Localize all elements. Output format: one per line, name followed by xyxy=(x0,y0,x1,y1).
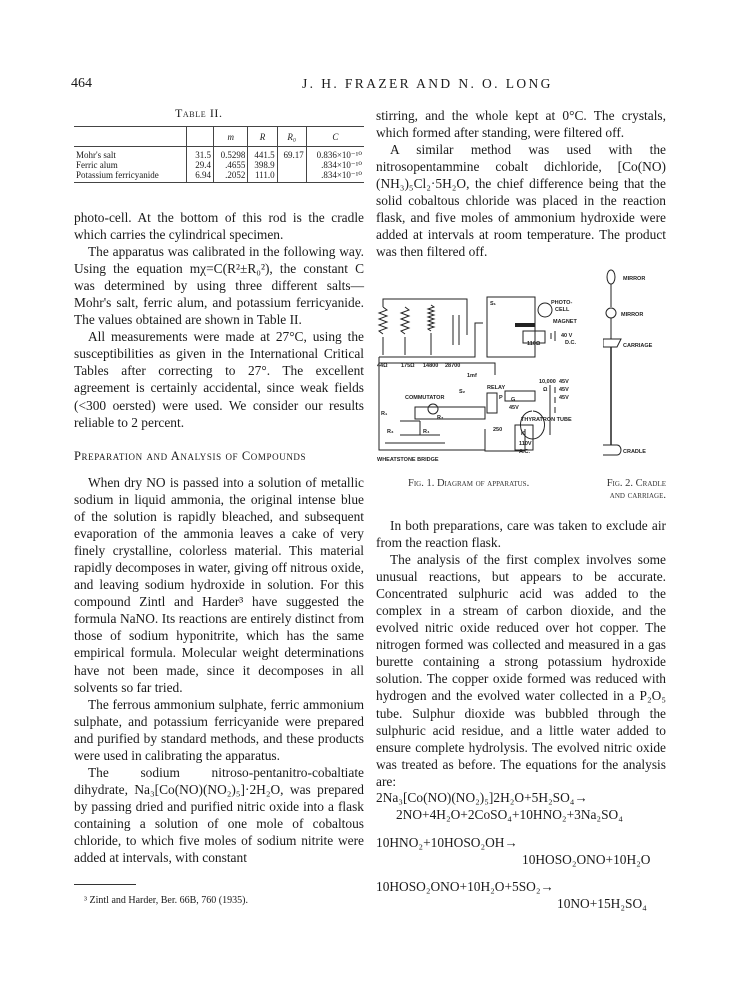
col-c: C xyxy=(306,127,364,147)
label-p: P xyxy=(499,395,503,401)
table-cell xyxy=(277,170,306,183)
table-caption: Table II. xyxy=(175,106,223,120)
label-s1: S₁ xyxy=(490,301,496,307)
table-cell: .4655 xyxy=(214,160,248,170)
mirror-middle xyxy=(606,308,616,318)
resistor-44 xyxy=(379,307,387,334)
figure-1-diagram xyxy=(375,295,603,465)
equation-1b: 2NO+4H₂O+2CoSO₄+10HNO₂+3Na₂SO₄ xyxy=(396,807,623,822)
table-cell: .834×10⁻¹⁰ xyxy=(306,170,364,183)
label-40v: 40 V xyxy=(561,333,573,339)
footnote: ³ Zintl and Harder, Ber. 66B, 760 (1935). xyxy=(84,895,248,906)
paragraph: The ferrous ammonium sulphate, ferric ammonium sulphate, and potassium ferricyanide were prepared and purified by standard methods, and these products were used in calibrating the apparatus. xyxy=(74,696,364,763)
table-cell xyxy=(277,160,306,170)
table-cell: .834×10⁻¹⁰ xyxy=(306,160,364,170)
paragraph: photo-cell. At the bottom of this rod is the cradle which carries the cylindrical specimen. xyxy=(74,210,364,243)
equation-3b: 10NO+15H₂SO₄ xyxy=(557,896,647,911)
footnote-rule xyxy=(74,884,136,885)
label-cradle: CRADLE xyxy=(623,449,646,455)
paragraph: All measurements were made at 27°C, using the susceptibilities as given in the International Critical Tables after correcting to 27°. The excellent agreement is certainly accidental, since weak fields (<300 oersted) were used. We consider our results reliable to 2 percent. xyxy=(74,329,364,430)
page-header xyxy=(71,76,671,96)
label-r28700: 28700 xyxy=(445,363,461,369)
left-column-top xyxy=(74,209,364,431)
table-cell: .2052 xyxy=(214,170,248,183)
mirror-top xyxy=(607,270,615,284)
table-cell: 111.0 xyxy=(248,170,277,183)
paragraph: The analysis of the first complex involves some unusual reactions, but appears to be accurate. Concentrated sulphuric acid was added to the complex in a stream of carbon dioxide, and the evolved nitric oxide reduced over hot copper. The nitrogen formed was collected and measured in a gas burette containing a strong potassium hydroxide solution. The copper oxide formed was reduced with hydrogen and the evolved water collected in a P₂O₅ tube. Sulphur dioxide was bubbled through the sulphuric acid residue, and a little water added to ensure complete hydrolysis. The evolved nitric oxide was treated as before. The equations for the analysis are: xyxy=(376,552,666,789)
col-r0: R₀ xyxy=(277,127,306,147)
table-cell: 0.836×10⁻¹⁰ xyxy=(306,147,364,161)
table-row xyxy=(74,147,364,161)
label-1mf: 1mf xyxy=(467,373,477,379)
figure-2-diagram xyxy=(603,265,665,465)
table-cell: 398.9 xyxy=(248,160,277,170)
table-cell: Mohr's salt xyxy=(76,150,116,160)
table-cell: 69.17 xyxy=(277,147,306,161)
col-m: m xyxy=(214,127,248,147)
fig1-caption: Fig. 1. Diagram of apparatus. xyxy=(408,478,530,489)
label-photocell: PHOTO- xyxy=(551,300,573,306)
table-2 xyxy=(74,126,364,183)
carriage xyxy=(603,339,621,347)
paragraph: stirring, and the whole kept at 0°C. The crystals, which formed after standing, were filtered off. xyxy=(376,108,666,141)
label-commutator: COMMUTATOR xyxy=(405,395,445,401)
label-r10000: 10,000 xyxy=(539,379,556,385)
label-45v-d: 45V xyxy=(509,405,519,411)
label-carriage: CARRIAGE xyxy=(623,343,653,349)
table-cell: Potassium ferricyanide xyxy=(74,170,187,183)
paragraph: The sodium nitroso-pentanitro-cobaltiate dihydrate, Na₃[Co(NO)(NO₂)₅]·2H₂O, was prepared by passing dried and purified nitric oxide into a flask containing a solution of one mole of cobaltous chloride, to which five moles of sodium nitrite were added at intervals, with constant xyxy=(74,764,364,866)
table-cell: 0.5298 xyxy=(214,147,248,161)
section-heading: Preparation and Analysis of Compounds xyxy=(74,449,307,463)
table-cell: 6.94 xyxy=(187,170,214,183)
label-r44: 44Ω xyxy=(377,363,388,369)
label-r110: 110Ω xyxy=(527,341,541,347)
label-r250: 250 xyxy=(493,427,503,433)
label-mirror-2: MIRROR xyxy=(621,312,644,318)
equation-2b: 10HOSO₂ONO+10H₂O xyxy=(522,852,651,867)
table-header-row xyxy=(74,127,364,147)
label-r4: R₄ xyxy=(423,429,430,435)
label-thyratron: THYRATRON TUBE xyxy=(521,417,572,423)
resistor-14800 xyxy=(428,305,434,331)
label-ohm: Ω xyxy=(543,387,548,393)
paragraph: When dry NO is passed into a solution of metallic sodium in liquid ammonia, the original intense blue of the solution is rapidly bleached, and subsequent evaporation of the ammonia leaves a cake of very finely crystalline, colorless material. This material rapidly decomposes in water, giving off nitrous oxide, and leaving sodium hydroxide in solution. For this compound Zintl and Harder³ have suggested the formula NaNO. Its reactions are entirely distinct from those of sodium hyponitrite, which has the same empirical formula. Molecular weight determinations have not been made, since it decomposes in all solvents so far tried. xyxy=(74,475,364,695)
equation-1a: 2Na₃[Co(NO)(NO₂)₅]2H₂O+5H₂SO₄→ xyxy=(376,790,588,805)
label-mirror-1: MIRROR xyxy=(623,276,646,282)
col-r: R xyxy=(248,127,277,147)
label-110v: 110V xyxy=(519,441,532,447)
label-r2: R₂ xyxy=(437,415,444,421)
label-g: G xyxy=(511,397,516,403)
right-column-top xyxy=(376,107,666,260)
table-cell: 441.5 xyxy=(248,147,277,161)
table-row xyxy=(74,170,364,183)
label-r175: 175Ω xyxy=(401,363,415,369)
label-magnet: MAGNET xyxy=(553,319,577,325)
fig2-caption: Fig. 2. Cradle and carriage. xyxy=(606,478,666,501)
running-head: J. H. FRAZER AND N. O. LONG xyxy=(302,76,553,91)
label-45v-c: 45V xyxy=(559,395,569,401)
label-ac: A.C. xyxy=(519,449,530,455)
label-r14800: 14800 xyxy=(423,363,439,369)
resistor-175 xyxy=(401,307,409,334)
label-s2: S₂ xyxy=(459,389,466,395)
equation-3a: 10HOSO₂ONO+10H₂O+5SO₂→ xyxy=(376,879,554,894)
table-cell: Ferric alum xyxy=(76,160,118,170)
paragraph: In both preparations, care was taken to exclude air from the reaction flask. xyxy=(376,518,666,551)
table-cell: 31.5 xyxy=(187,147,214,161)
paragraph: A similar method was used with the nitrosopentammine cobalt dichloride, [Co(NO)(NH₃)₅Cl₂·5H₂O, the chief difference being that the solid cobaltous chloride was placed in the reaction flask, and five moles of ammonium hydroxide were added at intervals at room temperature. The product was then filtered off. xyxy=(376,142,666,260)
equation-2a: 10HNO₂+10HOSO₂OH→ xyxy=(376,835,518,850)
cradle xyxy=(603,445,621,455)
label-photocell-2: CELL xyxy=(555,307,570,313)
label-45v-a: 45V xyxy=(559,379,569,385)
left-column-bottom xyxy=(74,474,364,866)
label-r3: R₃ xyxy=(387,429,394,435)
label-45v-b: 45V xyxy=(559,387,569,393)
label-relay: RELAY xyxy=(487,385,506,391)
paragraph: The apparatus was calibrated in the following way. Using the equation mχ=C(R²±R₀²), the constant C was determined by using three different salts—Mohr's salt, ferric alum, and potassium ferricyanide. The values obtained are shown in Table II. xyxy=(74,244,364,328)
label-wheatstone-bridge: WHEATSTONE BRIDGE xyxy=(377,457,439,463)
table-cell: 29.4 xyxy=(187,160,214,170)
table-row xyxy=(74,160,364,170)
page-number: 464 xyxy=(71,76,92,91)
right-column-bottom xyxy=(376,517,666,790)
label-dc: D.C. xyxy=(565,340,576,346)
label-k: K xyxy=(521,431,525,437)
label-r1: R₁ xyxy=(381,411,388,417)
